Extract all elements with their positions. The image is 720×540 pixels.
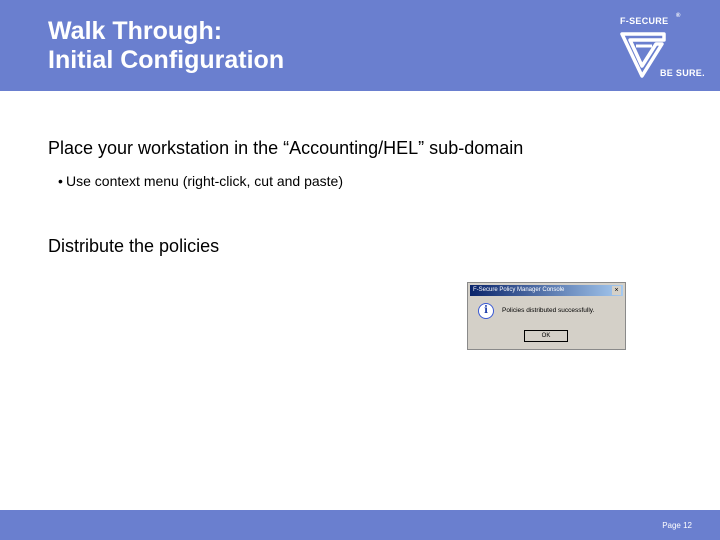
bullet-marker: • — [58, 173, 63, 189]
logo-tagline: BE SURE. — [660, 68, 705, 78]
info-icon: i — [478, 303, 494, 319]
policy-dialog-screenshot — [467, 282, 626, 350]
bullet-distribute: Distribute the policies — [48, 236, 220, 256]
footer-band — [0, 510, 720, 540]
fsecure-logo — [612, 10, 716, 86]
slide-title — [48, 17, 284, 75]
dialog-message: Policies distributed successfully. — [502, 307, 595, 314]
close-icon[interactable]: × — [612, 286, 621, 295]
slide-title-line1: Walk Through: — [48, 17, 223, 45]
slide-title-line2: Initial Configuration — [48, 46, 285, 74]
sub-bullet-context-menu — [58, 173, 344, 189]
bullet-workstation: Place your workstation in the “Accounting/HEL” sub-domain — [48, 138, 524, 158]
dialog-titlebar — [470, 285, 623, 296]
header-band — [0, 0, 720, 91]
sub-bullet-text: Use context menu (right-click, cut and paste) — [66, 173, 344, 189]
page-number: Page 12 — [662, 521, 692, 530]
dialog-title: F-Secure Policy Manager Console — [473, 287, 565, 293]
logo-brand: F-SECURE — [620, 16, 669, 26]
logo-registered: ® — [676, 13, 681, 19]
ok-button[interactable]: OK — [524, 330, 568, 342]
